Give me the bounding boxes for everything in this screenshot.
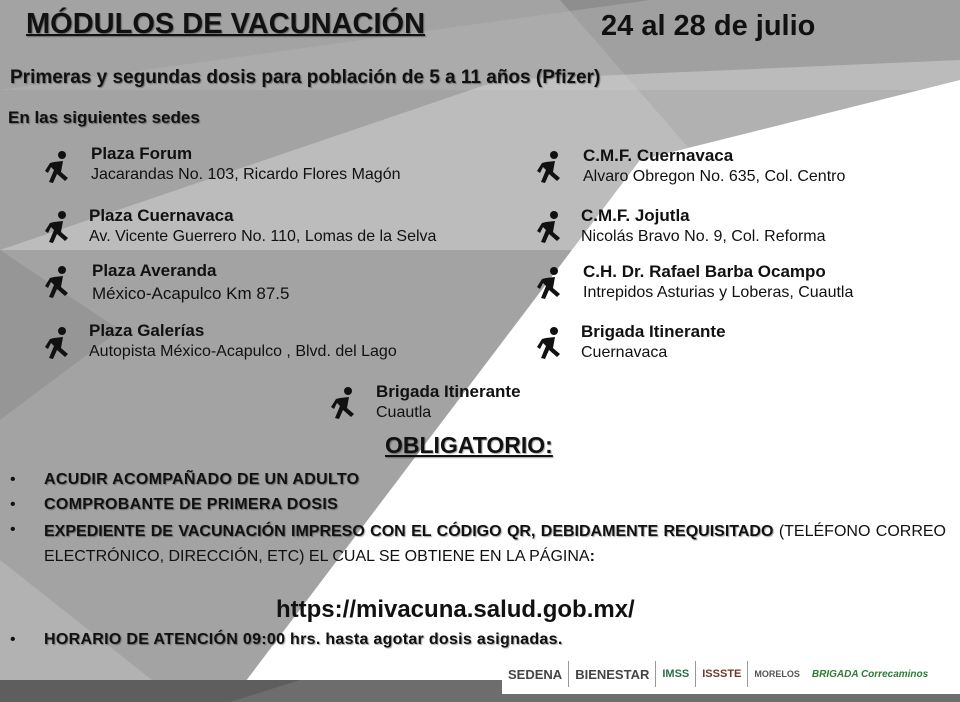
logo-sedena: SEDENA [508,666,563,682]
site-name: Plaza Galerías [89,321,205,340]
institution-logos [502,654,960,694]
site-cmf-jojutla [581,205,826,248]
site-plaza-galerias [89,320,397,363]
site-address: Autopista México-Acapulco , Blvd. del Lago [89,343,397,360]
runner-icon [42,265,72,301]
site-name: Brigada Itinerante [581,322,726,341]
sedes-heading: En las siguientes sedes [8,108,200,127]
site-address: Cuernavaca [581,344,668,361]
site-ch-rafael-barba [583,261,853,304]
site-plaza-averanda [92,260,289,307]
site-name: Brigada Itinerante [376,382,521,401]
bullet: • [10,521,16,538]
site-address: Alvaro Obregon No. 635, Col. Centro [583,168,846,185]
site-name: C.H. Dr. Rafael Barba Ocampo [583,262,826,281]
runner-icon [42,210,72,246]
site-address: Jacarandas No. 103, Ricardo Flores Magón [91,166,401,183]
logo-imss: IMSS [662,668,690,680]
site-address: Cuautla [376,404,432,421]
runner-icon [534,210,564,246]
site-name: C.M.F. Cuernavaca [583,146,734,165]
bullet: • [10,496,16,513]
site-name: Plaza Averanda [92,261,217,280]
runner-icon [42,326,72,362]
logo-morelos: MORELOS [754,669,800,679]
site-address: Nicolás Bravo No. 9, Col. Reforma [581,228,826,245]
vaccine-website-url[interactable]: https://mivacuna.salud.gob.mx/ [276,596,635,623]
site-plaza-cuernavaca [89,205,436,248]
site-name: C.M.F. Jojutla [581,206,690,225]
site-plaza-forum [91,143,401,186]
logo-issste: ISSSTE [702,668,742,680]
requirement-item: HORARIO DE ATENCIÓN 09:00 hrs. hasta agotar dosis asignadas. [44,631,563,648]
date-range: 24 al 28 de julio [601,10,816,42]
subtitle: Primeras y segundas dosis para población de 5 a 11 años (Pfizer) [10,67,601,88]
site-address: Intrepidos Asturias y Loberas, Cuautla [583,284,854,301]
runner-icon [534,266,564,302]
site-brigada-cuautla [376,381,521,424]
bullet: • [10,631,16,648]
site-address: Av. Vicente Guerrero No. 110, Lomas de la Selva [89,228,437,245]
requirement-detail: (TELÉFONO CORREO ELECTRÓNICO, DIRECCIÓN, ETC) EL CUAL SE OBTIENE EN LA PÁGINA [44,523,947,565]
requirement-item [44,519,946,569]
site-cmf-cuernavaca [583,145,845,188]
runner-icon [534,326,564,362]
requirement-colon: : [589,548,595,565]
bullet: • [10,471,16,488]
logo-bienestar: BIENESTAR [575,666,650,682]
site-name: Plaza Cuernavaca [89,206,234,225]
logo-brigada-correcaminos: BRIGADA Correcaminos [811,668,929,680]
page-title: MÓDULOS DE VACUNACIÓN [26,8,426,40]
requirement-bold: EXPEDIENTE DE VACUNACIÓN IMPRESO CON EL CÓDIGO QR, DEBIDAMENTE REQUISITADO [44,523,774,540]
runner-icon [42,150,72,186]
site-name: Plaza Forum [91,144,193,163]
site-address: México-Acapulco Km 87.5 [92,284,290,303]
requirement-item: COMPROBANTE DE PRIMERA DOSIS [44,496,339,513]
runner-icon [534,150,564,186]
runner-icon [328,386,358,422]
site-brigada-cuernavaca [581,321,726,364]
requirement-item: ACUDIR ACOMPAÑADO DE UN ADULTO [44,471,360,488]
requirements-heading: OBLIGATORIO: [385,432,553,458]
